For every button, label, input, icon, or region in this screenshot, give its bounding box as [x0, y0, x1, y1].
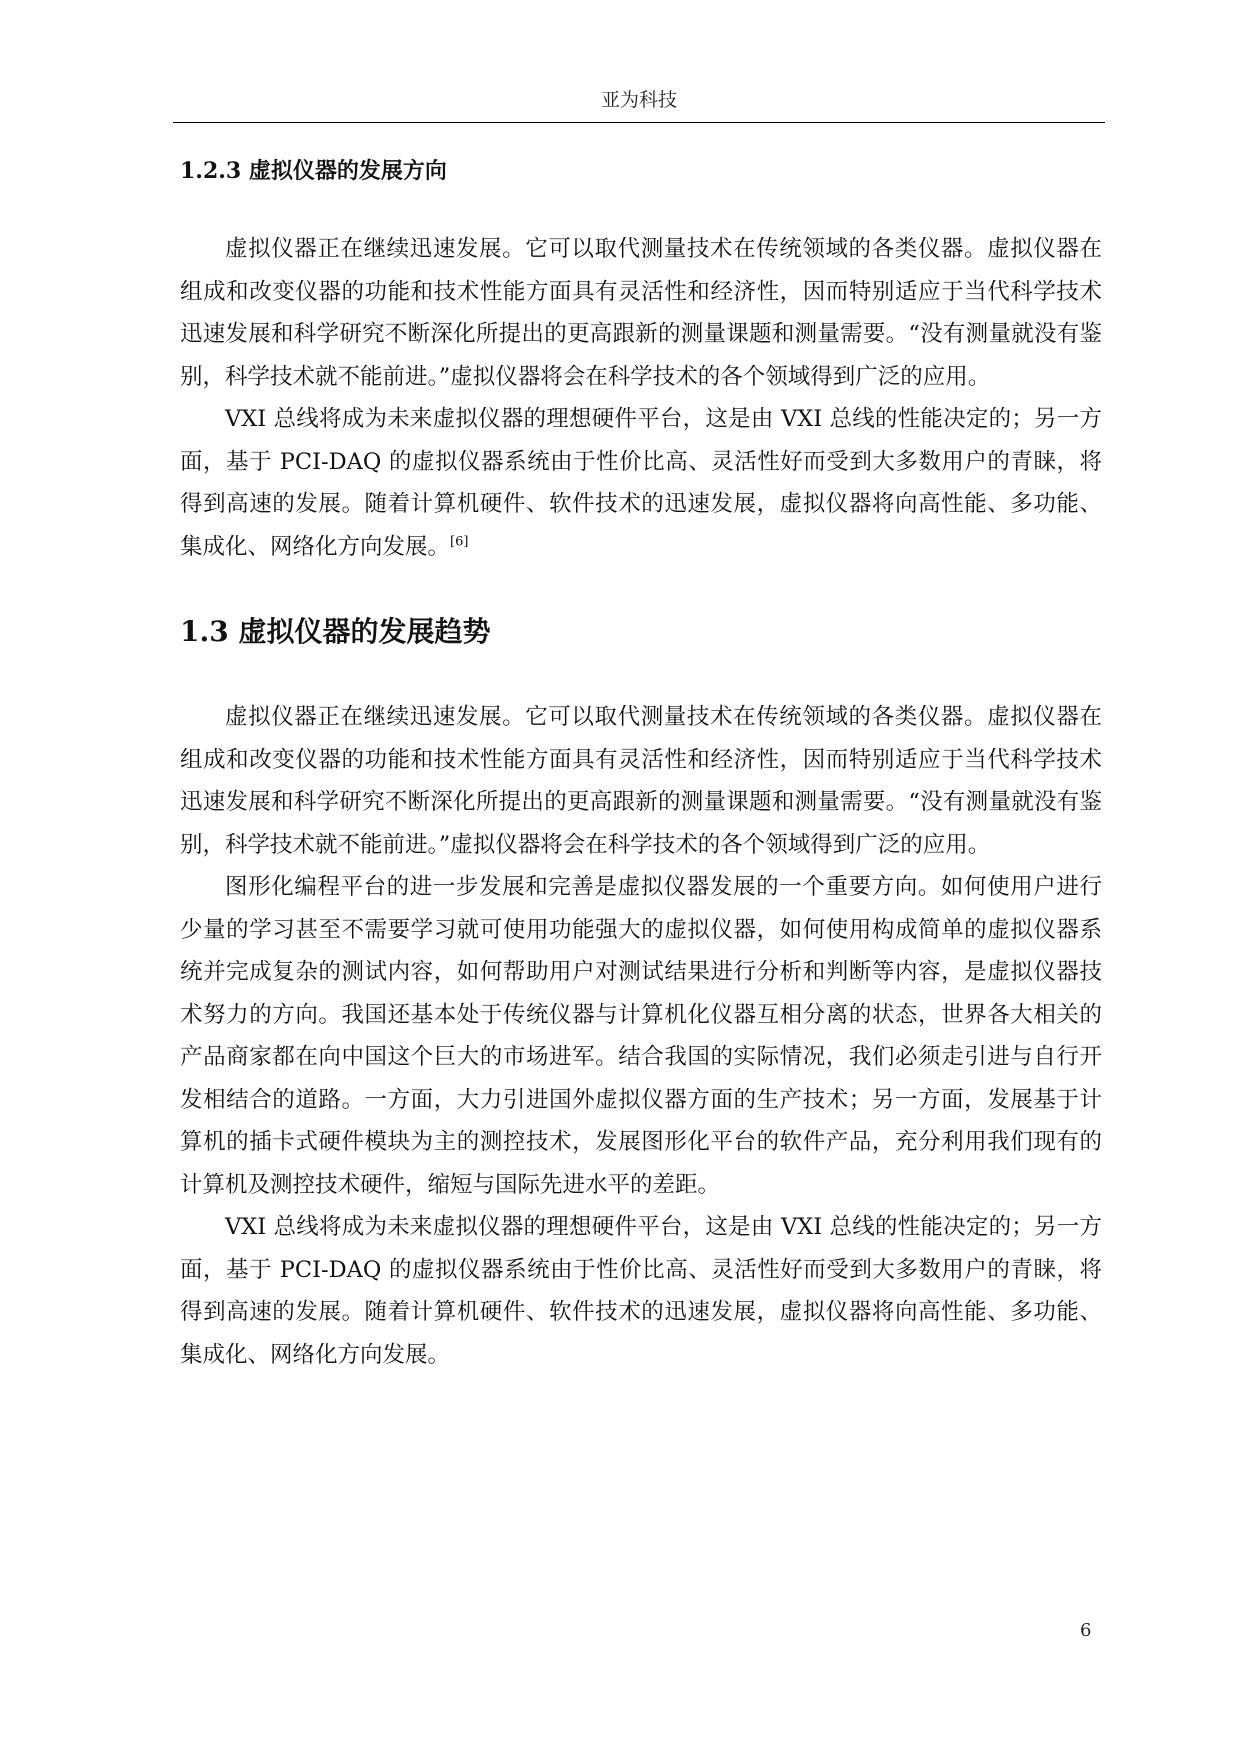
spacer — [180, 568, 1102, 612]
page-body — [180, 154, 1102, 1376]
section-heading-1-2-3: 1.2.3 虚拟仪器的发展方向 — [180, 158, 447, 184]
section-1-3-paragraph-3: VXI 总线将成为未来虚拟仪器的理想硬件平台，这是由 VXI 总线的性能决定的；另一方面，基于 PCI-DAQ 的虚拟仪器系统由于性价比高、灵活性好而受到大多数用户的青睐，将得到高速的发展。随着计算机硬件、软件技术的迅速发展，虚拟仪器将向高性能、多功能、集成化、网络化方向发展。 — [180, 1214, 1102, 1368]
section-1-2-3-paragraph-1: 虚拟仪器正在继续迅速发展。它可以取代测量技术在传统领域的各类仪器。虚拟仪器在组成和改变仪器的功能和技术性能方面具有灵活性和经济性，因而特别适应于当代科学技术迅速发展和科学研究不断深化所提出的更高跟新的测量课题和测量需要。“没有测量就没有鉴别，科学技术就不能前进。”虚拟仪器将会在科学技术的各个领域得到广泛的应用。 — [180, 236, 1102, 390]
section-heading-1-3: 1.3 虚拟仪器的发展趋势 — [180, 615, 491, 648]
section-1-3-paragraph-2: 图形化编程平台的进一步发展和完善是虚拟仪器发展的一个重要方向。如何使用户进行少量的学习甚至不需要学习就可使用功能强大的虚拟仪器，如何使用构成简单的虚拟仪器系统并完成复杂的测试内容，如何帮助用户对测试结果进行分析和判断等内容，是虚拟仪器技术努力的方向。我国还基本处于传统仪器与计算机化仪器互相分离的状态，世界各大相关的产品商家都在向中国这个巨大的市场进军。结合我国的实际情况，我们必须走引进与自行开发相结合的道路。一方面，大力引进国外虚拟仪器方面的生产技术；另一方面，发展基于计算机的插卡式硬件模块为主的测控技术，发展图形化平台的软件产品，充分利用我们现有的计算机及测控技术硬件，缩短与国际先进水平的差距。 — [180, 874, 1102, 1198]
paragraph-text: VXI 总线将成为未来虚拟仪器的理想硬件平台，这是由 VXI 总线的性能决定的；另一方面，基于 PCI-DAQ 的虚拟仪器系统由于性价比高、灵活性好而受到大多数用户的青睐，将得到高速的发展。随着计算机硬件、软件技术的迅速发展，虚拟仪器将向高性能、多功能、集成化、网络化方向发展。 — [180, 406, 1102, 560]
section-1-3-paragraph-1: 虚拟仪器正在继续迅速发展。它可以取代测量技术在传统领域的各类仪器。虚拟仪器在组成和改变仪器的功能和技术性能方面具有灵活性和经济性，因而特别适应于当代科学技术迅速发展和科学研究不断深化所提出的更高跟新的测量课题和测量需要。“没有测量就没有鉴别，科学技术就不能前进。”虚拟仪器将会在科学技术的各个领域得到广泛的应用。 — [180, 704, 1102, 858]
citation-reference: [6] — [450, 534, 469, 549]
section-1-2-3-paragraph-2 — [180, 398, 1102, 568]
header-divider — [173, 122, 1105, 123]
spacer — [180, 652, 1102, 696]
spacer — [180, 188, 1102, 228]
page-header-title: 亚为科技 — [600, 89, 677, 111]
page-number: 6 — [1080, 1620, 1092, 1641]
